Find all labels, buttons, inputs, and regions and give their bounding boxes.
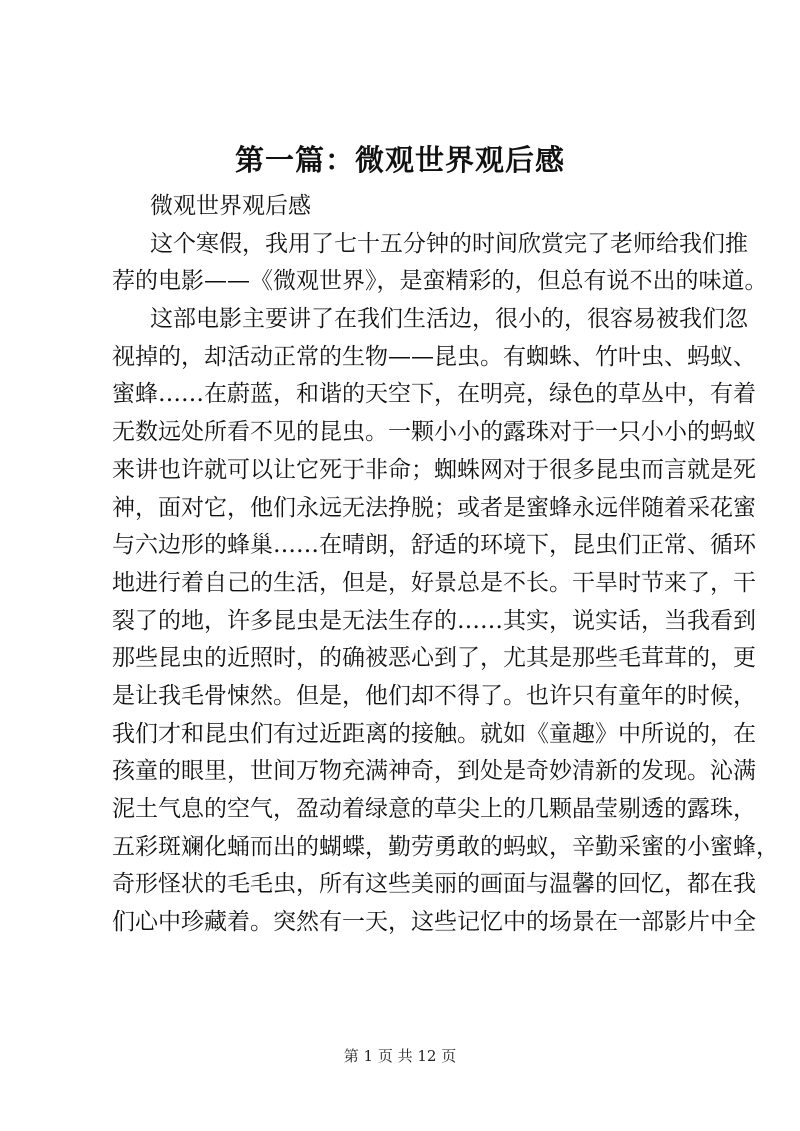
- text-line: 裂了的地，许多昆虫是无法生存的……其实，说实话，当我看到: [112, 607, 756, 634]
- text-line: 无数远处所看不见的昆虫。一颗小小的露珠对于一只小小的蚂蚁: [112, 419, 756, 446]
- text-line: 奇形怪状的毛毛虫，所有这些美丽的画面与温馨的回忆，都在我: [112, 871, 756, 898]
- article-subtitle: 微观世界观后感: [150, 193, 311, 219]
- text-line: 地进行着自己的生活，但是，好景总是不长。干旱时节来了，干: [112, 569, 756, 596]
- text-line: 那些昆虫的近照时，的确被恶心到了，尤其是那些毛茸茸的，更: [112, 645, 756, 672]
- text-line: 蜜蜂……在蔚蓝，和谐的天空下，在明亮，绿色的草丛中，有着: [112, 381, 756, 408]
- text-line: 孩童的眼里，世间万物充满神奇，到处是奇妙清新的发现。沁满: [112, 758, 756, 785]
- text-line: 这部电影主要讲了在我们生活边，很小的，很容易被我们忽: [150, 306, 748, 333]
- text-line: 视掉的，却活动正常的生物——昆虫。有蜘蛛、竹叶虫、蚂蚁、: [112, 343, 756, 370]
- text-line: 神，面对它，他们永远无法挣脱；或者是蜜蜂永远伴随着采花蜜: [112, 494, 756, 521]
- text-line: 我们才和昆虫们有过近距离的接触。就如《童趣》中所说的，在: [112, 720, 756, 747]
- text-line: 荐的电影——《微观世界》，是蛮精彩的，但总有说不出的味道。: [112, 268, 768, 295]
- text-line: 五彩斑斓化蛹而出的蝴蝶，勤劳勇敢的蚂蚁，辛勤采蜜的小蜜蜂，: [112, 833, 779, 860]
- page-footer: 第 1 页 共 12 页: [343, 1047, 457, 1065]
- text-line: 是让我毛骨悚然。但是，他们却不得了。也许只有童年的时候，: [112, 682, 756, 709]
- page-title: 第一篇：微观世界观后感: [234, 143, 565, 177]
- text-line: 与六边形的蜂巢……在晴朗，舒适的环境下，昆虫们正常、循环: [112, 532, 756, 559]
- text-line: 这个寒假，我用了七十五分钟的时间欣赏完了老师给我们推: [150, 230, 748, 257]
- text-line: 来讲也许就可以让它死于非命；蜘蛛网对于很多昆虫而言就是死: [112, 456, 756, 483]
- text-line: 们心中珍藏着。突然有一天，这些记忆中的场景在一部影片中全: [112, 909, 756, 936]
- article-body: [112, 188, 779, 942]
- text-line: 泥土气息的空气，盈动着绿意的草尖上的几颗晶莹剔透的露珠，: [112, 796, 756, 822]
